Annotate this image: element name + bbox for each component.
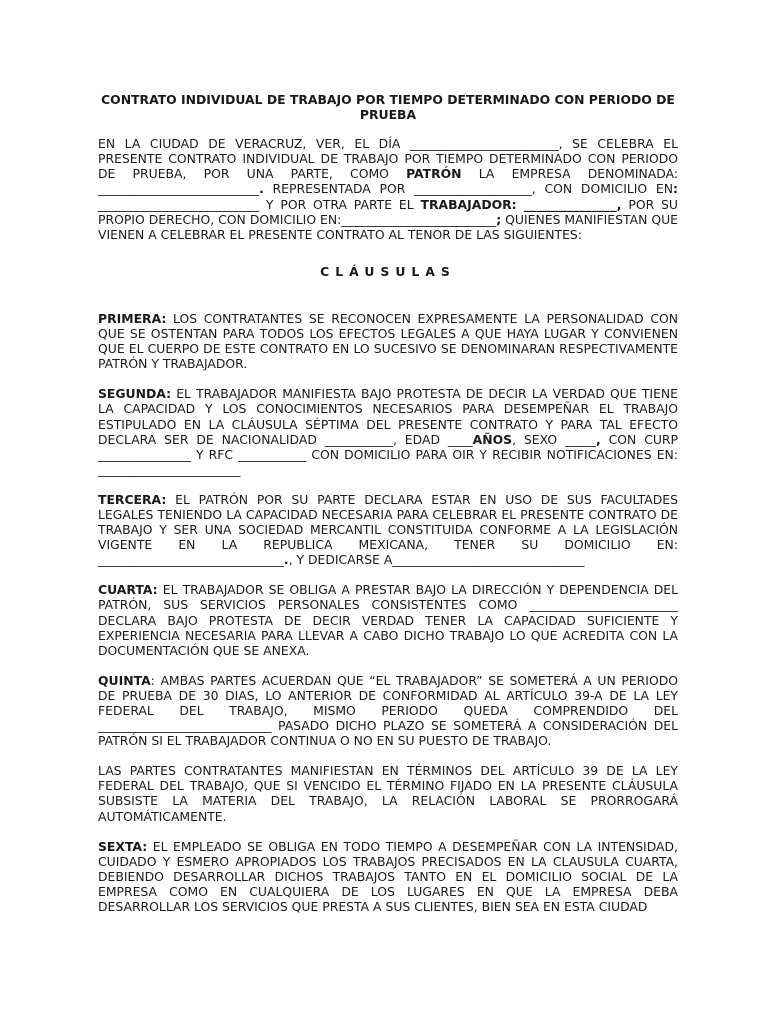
clause-quinta <box>98 673 678 748</box>
clausulas-heading: CLÁUSULAS <box>320 263 456 279</box>
intro-text-4: __________________________ Y POR OTRA PARTE EL <box>98 196 421 212</box>
clause-primera-label: PRIMERA: <box>98 310 167 326</box>
clause-primera-text: LOS CONTRATANTES SE RECONOCEN EXPRESAMENTE LA PERSONALIDAD CON QUE SE OSTENTAN PARA TODOS LOS EFECTOS LEGALES A QUE HAYA LUGAR Y CONVIENEN QUE EL CUERPO DE ESTE CONTRATO EN LO SUCESIVO SE DENOMINARAN RESPECTIVAMENTE PATRÓN Y TRABAJADOR. <box>98 310 678 372</box>
clause-sexta-label: SEXTA: <box>98 838 148 854</box>
clause-segunda <box>98 386 678 477</box>
intro-text-1: EN LA CIUDAD DE VERACRUZ, VER, EL DÍA ________________________, SE CELEBRA EL PRESENTE CONTRATO INDIVIDUAL DE TRABAJO POR TIEMPO DETERMINADO CON PERIODO DE PRUEBA, POR UNA PARTE, COMO <box>98 136 678 182</box>
clause-tercera-text-1: EL PATRÓN POR SU PARTE DECLARA ESTAR EN USO DE SUS FACULTADES LEGALES TENIENDO LA CAPACIDAD NECESARIA PARA CELEBRAR EL PRESENTE CONTRATO DE TRABAJO Y SER UNA SOCIEDAD MERCANTIL CONSTITUIDA CONFORME A LA LEGISLACIÓN VIGENTE EN LA REPUBLICA MEXICANA, TENER SU DOMICILIO EN: ______________________________ <box>98 491 678 568</box>
intro-bold-trabajador: TRABAJADOR: _______________, <box>420 196 622 212</box>
intro-bold-colon: : <box>673 181 678 197</box>
clause-tercera <box>98 492 678 567</box>
clause-segunda-label: SEGUNDA: <box>98 386 172 402</box>
clause-segunda-text-1: EL TRABAJADOR MANIFIESTA BAJO PROTESTA DE DECIR LA VERDAD QUE TIENE LA CAPACIDAD Y LOS CONOCIMIENTOS NECESARIOS PARA DESEMPEÑAR EL TRABAJO ESTIPULADO EN LA CLÁUSULA SÉPTIMA DEL PRESENTE CONTRATO Y PARA TAL EFECTO DECLARA SER DE NACIONALIDAD ___________, EDAD ____ <box>98 386 678 447</box>
intro-text-3: REPRESENTADA POR ___________________, CON DOMICILIO EN <box>263 181 674 197</box>
clause-tercera-bold-period: . <box>283 552 289 568</box>
intro-text-2: LA EMPRESA DENOMINADA: __________________________ <box>98 166 679 197</box>
clause-segunda-bold-comma: , <box>595 431 601 447</box>
partes-paragraph: LAS PARTES CONTRATANTES MANIFIESTAN EN TÉRMINOS DEL ARTÍCULO 39 DE LA LEY FEDERAL DEL TRABAJO, QUE SI VENCIDO EL TÉRMINO FIJADO EN LA PRESENTE CLÁUSULA SUBSISTE LA MATERIA DEL TRABAJO, LA RELACIÓN LABORAL SE PRORROGARÁ AUTOMÁTICAMENTE. <box>98 763 678 824</box>
clause-segunda-bold-anos: AÑOS <box>472 431 513 447</box>
clause-cuarta <box>98 582 678 657</box>
document-title: CONTRATO INDIVIDUAL DE TRABAJO POR TIEMPO DETERMINADO CON PERIODO DE PRUEBA <box>101 92 675 123</box>
clause-tercera-label: TERCERA: <box>98 491 167 507</box>
clause-cuarta-label: CUARTA: <box>98 582 158 598</box>
clause-segunda-text-2: , SEXO _____ <box>512 431 596 447</box>
clause-tercera-text-2: , Y DEDICARSE A_______________________________ <box>288 552 585 568</box>
intro-text-5: POR SU PROPIO DERECHO, CON DOMICILIO EN:_________________________ <box>98 196 678 227</box>
clause-quinta-label: QUINTA <box>98 672 151 688</box>
intro-text-6: QUIENES MANIFIESTAN QUE VIENEN A CELEBRAR EL PRESENTE CONTRATO AL TENOR DE LAS SIGUIENTES: <box>98 211 678 242</box>
intro-paragraph <box>98 136 678 242</box>
intro-bold-period: . <box>259 181 264 197</box>
intro-bold-patron: PATRÓN <box>406 166 462 182</box>
clause-sexta-text: EL EMPLEADO SE OBLIGA EN TODO TIEMPO A DESEMPEÑAR CON LA INTENSIDAD, CUIDADO Y ESMERO APROPIADOS LOS TRABAJOS PRECISADOS EN LA CLAUSULA CUARTA, DEBIENDO DESARROLLAR DICHOS TRABAJOS TANTO EN EL DOMICILIO SOCIAL DE LA EMPRESA COMO EN CUALQUIERA DE LOS LUGARES EN QUE LA EMPRESA DEBA DESARROLLAR LOS SERVICIOS QUE PRESTA A SUS CLIENTES, BIEN SEA EN ESTA CIUDAD <box>98 838 678 915</box>
clause-cuarta-text: EL TRABAJADOR SE OBLIGA A PRESTAR BAJO LA DIRECCIÓN Y DEPENDENCIA DEL PATRÓN, SUS SERVICIOS PERSONALES CONSISTENTES COMO ________________________ DECLARA BAJO PROTESTA DE DECIR VERDAD TENER LA CAPACIDAD SUFICIENTE Y EXPERIENCIA NECESARIA PARA LLEVAR A CABO DICHO TRABAJO LO QUE ACREDITA CON LA DOCUMENTACIÓN QUE SE ANEXA. <box>98 582 678 658</box>
clause-quinta-text: : AMBAS PARTES ACUERDAN QUE “EL TRABAJADOR” SE SOMETERÁ A UN PERIODO DE PRUEBA DE 30 DIAS, LO ANTERIOR DE CONFORMIDAD AL ARTÍCULO 39-A DE LA LEY FEDERAL DEL TRABAJO, MISMO PERIODO QUEDA COMPRENDIDO DEL ____________________________ PASADO DICHO PLAZO SE SOMETERÁ A CONSIDERACIÓN DEL PATRÓN SI EL TRABAJADOR CONTINUA O NO EN SU PUESTO DE TRABAJO. <box>98 672 678 749</box>
intro-bold-semicolon: ; <box>496 211 502 227</box>
clause-sexta <box>98 839 678 914</box>
clause-primera <box>98 311 678 371</box>
clause-segunda-text-3: CON CURP _______________ Y RFC ___________ CON DOMICILIO PARA OIR Y RECIBIR NOTIFICACIONES EN: _______________________ <box>98 431 678 477</box>
document-page <box>98 92 678 929</box>
